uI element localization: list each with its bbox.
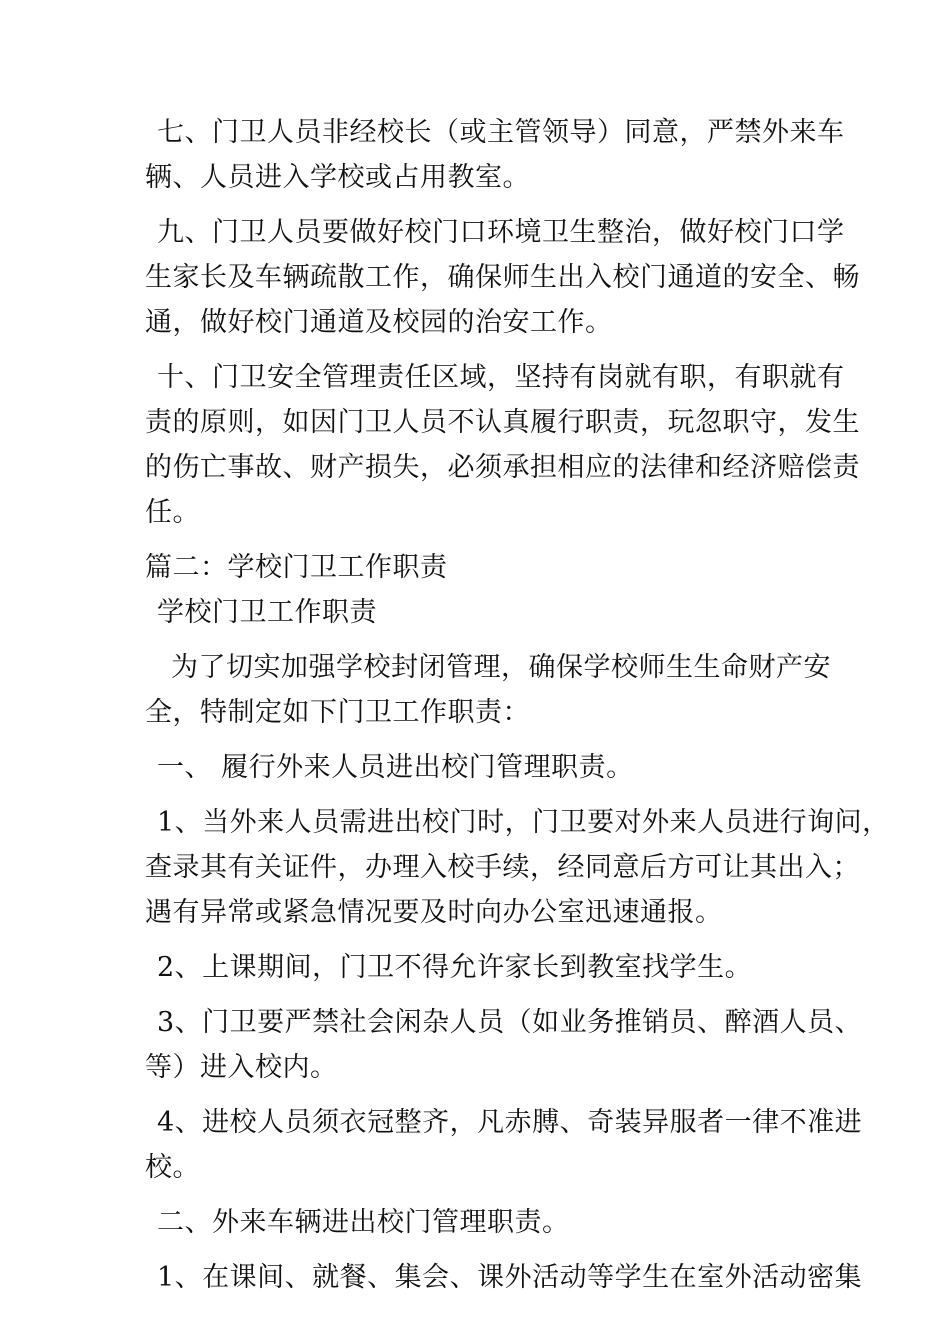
list-heading: 二、外来车辆进出校门管理职责。 bbox=[157, 1207, 570, 1238]
list-heading: 一、 履行外来人员进出校门管理职责。 bbox=[157, 752, 634, 783]
paragraph-line: 的伤亡事故、财产损失，必须承担相应的法律和经济赔偿责 bbox=[145, 452, 860, 483]
paragraph-line: 责的原则，如因门卫人员不认真履行职责，玩忽职守，发生 bbox=[145, 407, 860, 438]
document-body bbox=[145, 110, 890, 1300]
paragraph-line: 生家长及车辆疏散工作，确保师生出入校门通道的安全、畅 bbox=[145, 262, 860, 293]
paragraph-line: 九、门卫人员要做好校门口环境卫生整治，做好校门口学 bbox=[157, 217, 845, 248]
paragraph-line: 七、门卫人员非经校长（或主管领导）同意，严禁外来车 bbox=[157, 117, 845, 148]
paragraph-line: 通，做好校门通道及校园的治安工作。 bbox=[145, 307, 613, 338]
section-heading: 篇二：学校门卫工作职责 bbox=[145, 552, 448, 583]
list-item: 1、当外来人员需进出校门时，门卫要对外来人员进行询问， bbox=[157, 807, 890, 838]
list-item: 3、门卫要严禁社会闲杂人员（如业务推销员、醉酒人员、 bbox=[157, 1007, 863, 1038]
list-item: 1、在课间、就餐、集会、课外活动等学生在室外活动密集 bbox=[157, 1262, 863, 1293]
list-item: 4、进校人员须衣冠整齐，凡赤膊、奇装异服者一律不准进 bbox=[157, 1107, 863, 1138]
list-item: 查录其有关证件，办理入校手续，经同意后方可让其出入； bbox=[145, 852, 860, 883]
list-item: 遇有异常或紧急情况要及时向办公室迅速通报。 bbox=[145, 897, 723, 928]
section-title: 学校门卫工作职责 bbox=[157, 597, 377, 628]
paragraph-line: 任。 bbox=[145, 497, 200, 528]
list-item: 校。 bbox=[145, 1152, 200, 1183]
paragraph-line: 全，特制定如下门卫工作职责： bbox=[145, 697, 530, 728]
paragraph-line: 为了切实加强学校封闭管理，确保学校师生生命财产安 bbox=[171, 652, 831, 683]
list-item: 2、上课期间，门卫不得允许家长到教室找学生。 bbox=[157, 952, 753, 983]
paragraph-line: 十、门卫安全管理责任区域，坚持有岗就有职，有职就有 bbox=[157, 362, 845, 393]
list-item: 等）进入校内。 bbox=[145, 1052, 338, 1083]
paragraph-line: 辆、人员进入学校或占用教室。 bbox=[145, 162, 530, 193]
